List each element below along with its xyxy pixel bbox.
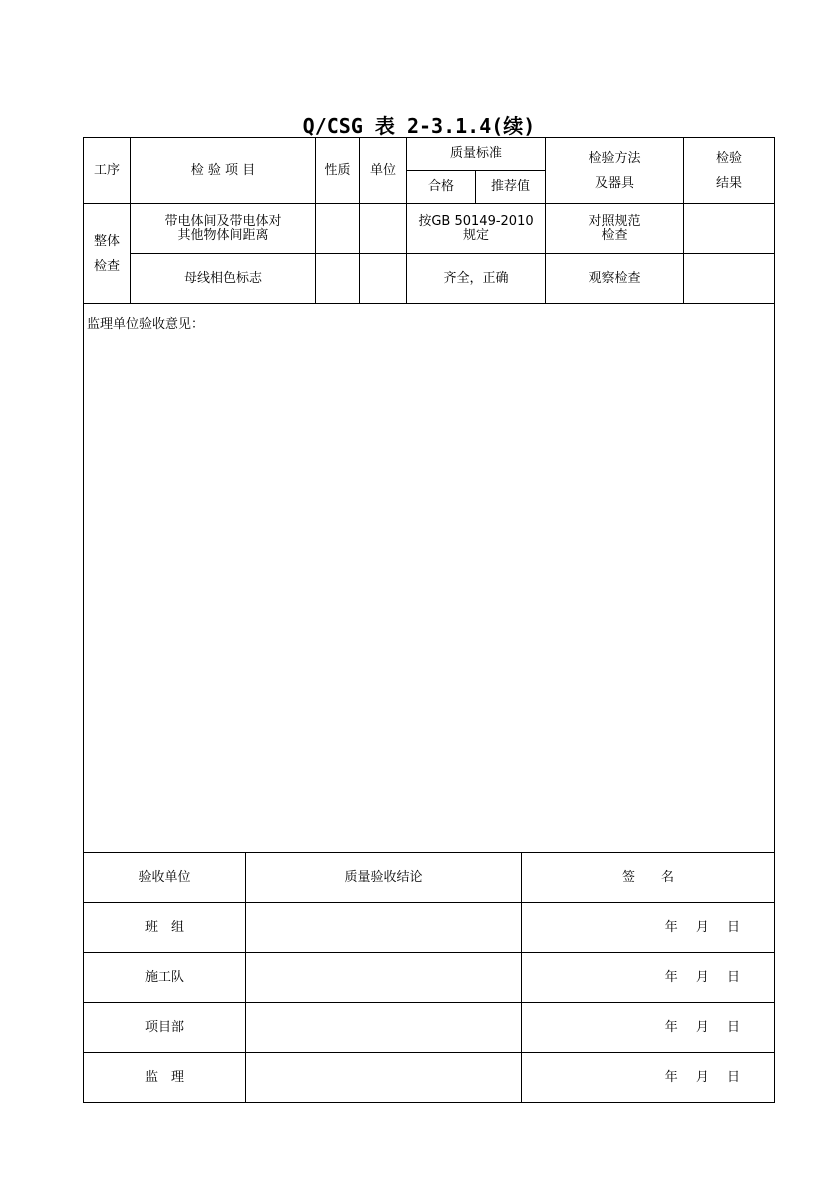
row-1-item [130, 203, 316, 254]
row-2-method [545, 253, 684, 304]
sign-row-conclusion[interactable] [245, 952, 522, 1003]
sign-row-signature[interactable] [521, 1002, 775, 1053]
row-1-method [545, 203, 684, 254]
header-method [545, 137, 684, 204]
header-nature [315, 137, 360, 204]
sign-header-unit [83, 852, 246, 903]
sign-row-signature[interactable] [521, 952, 775, 1003]
sign-row-date: 年 月 日 [664, 919, 740, 935]
header-quality-text: 质量标准 [449, 146, 502, 161]
sign-row-signature[interactable] [521, 1052, 775, 1103]
row-2-nature[interactable] [315, 253, 360, 304]
sign-row-unit [83, 902, 246, 953]
sign-row-conclusion[interactable] [245, 1002, 522, 1053]
sign-header-conclusion-text: 质量验收结论 [344, 869, 423, 885]
row-1-standard [406, 203, 546, 254]
row-2-item [130, 253, 316, 304]
header-process-text: 工序 [93, 162, 120, 178]
header-unit [359, 137, 407, 204]
header-result-text: 检验 结果 [715, 150, 742, 191]
sign-header-signature [521, 852, 775, 903]
header-unit-text: 单位 [369, 162, 396, 178]
sign-row-unit [83, 1052, 246, 1103]
supervisor-opinion-label: 监理单位验收意见： [87, 317, 205, 332]
row-1-result[interactable] [683, 203, 775, 254]
sign-row-unit-text: 班 组 [144, 919, 184, 935]
sign-header-conclusion [245, 852, 522, 903]
header-method-text: 检验方法 及器具 [588, 150, 641, 191]
row-2-method-text: 观察检查 [588, 270, 641, 286]
sign-row-unit-text: 项目部 [144, 1019, 184, 1035]
sign-header-signature-text: 签 名 [621, 869, 674, 885]
sign-row-conclusion[interactable] [245, 902, 522, 953]
header-result [683, 137, 775, 204]
sign-row-date: 年 月 日 [664, 969, 740, 985]
row-1-unit[interactable] [359, 203, 407, 254]
header-recommended-text: 推荐值 [490, 179, 530, 194]
header-item [130, 137, 316, 204]
form-title: Q/CSG 表 2-3.1.4(续) [302, 114, 536, 138]
header-qualified-text: 合格 [427, 179, 454, 194]
row-1-nature[interactable] [315, 203, 360, 254]
row-1-method-text: 对照规范 检查 [588, 213, 641, 243]
header-qualified [406, 170, 476, 204]
header-quality-standard [406, 137, 546, 171]
sign-row-unit [83, 952, 246, 1003]
row-1-standard-text: 按GB 50149-2010 规定 [418, 213, 534, 243]
sign-row-conclusion[interactable] [245, 1052, 522, 1103]
header-item-text: 检 验 项 目 [190, 162, 256, 178]
row-1-item-text: 带电体间及带电体对 其他物体间距离 [164, 213, 282, 243]
sign-row-date: 年 月 日 [664, 1069, 740, 1085]
sign-row-unit [83, 1002, 246, 1053]
row-2-result[interactable] [683, 253, 775, 304]
sign-row-unit-text: 监 理 [144, 1069, 184, 1085]
sign-row-unit-text: 施工队 [144, 969, 184, 985]
sign-row-date: 年 月 日 [664, 1019, 740, 1035]
header-nature-text: 性质 [324, 162, 351, 178]
group-text: 整体 检查 [93, 233, 120, 274]
supervisor-opinion-box[interactable] [83, 303, 775, 853]
row-2-unit[interactable] [359, 253, 407, 304]
header-process [83, 137, 131, 204]
header-recommended [475, 170, 546, 204]
row-2-standard-text: 齐全，正确 [443, 270, 509, 286]
row-2-item-text: 母线相色标志 [183, 270, 262, 286]
sign-header-unit-text: 验收单位 [138, 869, 191, 885]
sign-row-signature[interactable] [521, 902, 775, 953]
group-label [83, 203, 131, 304]
row-2-standard [406, 253, 546, 304]
